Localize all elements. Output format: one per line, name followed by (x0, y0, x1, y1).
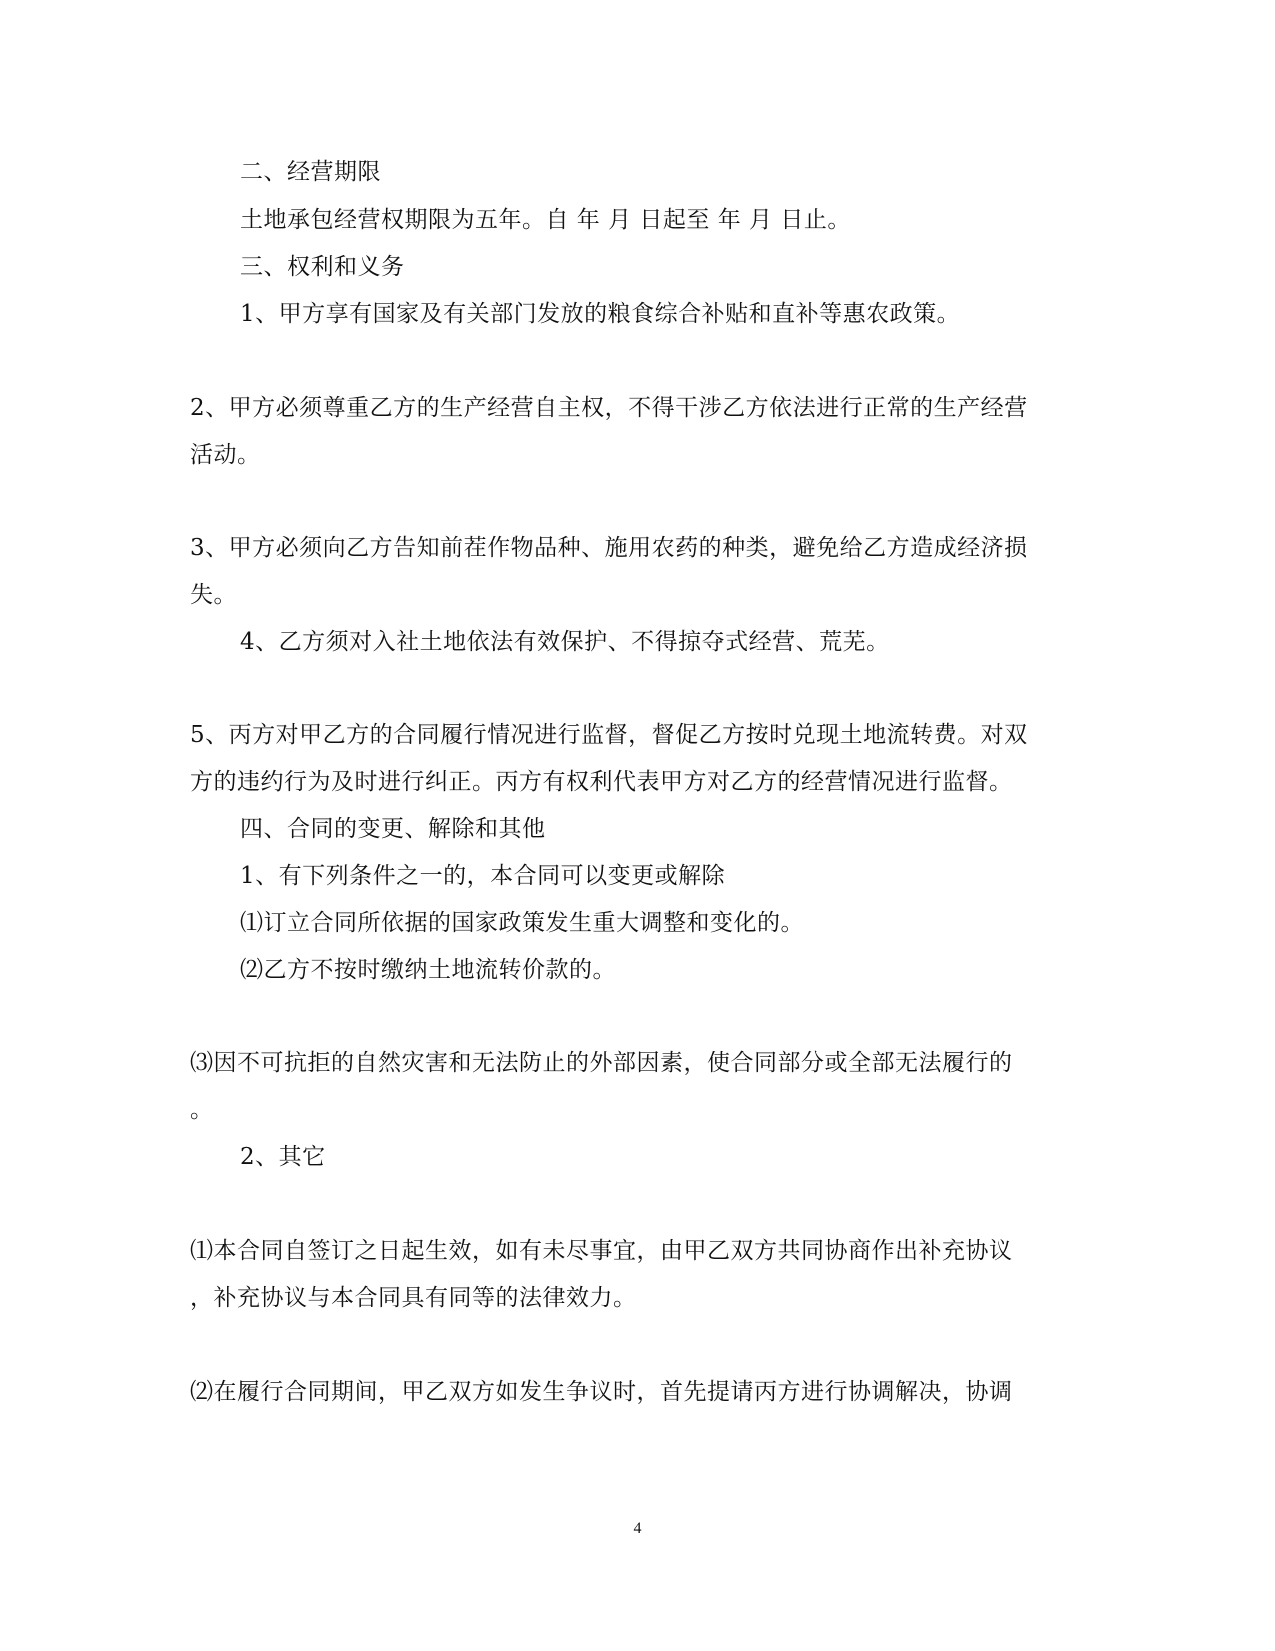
paragraph-line: ⑴本合同自签订之日起生效，如有未尽事宜，由甲乙双方共同协商作出补充协议 (190, 1238, 1013, 1264)
section-heading-rights: 三、权利和义务 (240, 254, 405, 280)
paragraph-line: 方的违约行为及时进行纠正。丙方有权利代表甲方对乙方的经营情况进行监督。 (190, 769, 1013, 795)
page-number: 4 (633, 1520, 642, 1537)
paragraph-line: 4、乙方须对入社土地依法有效保护、不得掠夺式经营、荒芜。 (240, 629, 890, 655)
paragraph-line: ⑵在履行合同期间，甲乙双方如发生争议时，首先提请丙方进行协调解决，协调 (190, 1379, 1013, 1405)
paragraph-line: 5、丙方对甲乙方的合同履行情况进行监督，督促乙方按时兑现土地流转费。对双 (190, 722, 1028, 748)
paragraph-line: ⑶因不可抗拒的自然灾害和无法防止的外部因素，使合同部分或全部无法履行的 (190, 1050, 1013, 1076)
paragraph-line: ⑵乙方不按时缴纳土地流转价款的。 (240, 957, 616, 983)
paragraph-line: 。 (190, 1097, 214, 1123)
paragraph-line: 2、甲方必须尊重乙方的生产经营自主权，不得干涉乙方依法进行正常的生产经营 (190, 395, 1028, 421)
paragraph-line: ⑴订立合同所依据的国家政策发生重大调整和变化的。 (240, 910, 804, 936)
paragraph-line: 3、甲方必须向乙方告知前茬作物品种、施用农药的种类，避免给乙方造成经济损 (190, 535, 1028, 561)
section-heading-term: 二、经营期限 (240, 159, 381, 185)
paragraph-line: 1、有下列条件之一的，本合同可以变更或解除 (240, 863, 726, 889)
paragraph-line: 1、甲方享有国家及有关部门发放的粮食综合补贴和直补等惠农政策。 (240, 301, 961, 327)
paragraph-line: 土地承包经营权期限为五年。自 年 月 日起至 年 月 日止。 (240, 207, 851, 233)
paragraph-line: 活动。 (190, 442, 261, 468)
paragraph-line: 失。 (190, 582, 237, 608)
subsection-heading-other: 2、其它 (240, 1144, 326, 1170)
section-heading-changes: 四、合同的变更、解除和其他 (240, 816, 546, 842)
paragraph-line: ，补充协议与本合同具有同等的法律效力。 (190, 1285, 637, 1311)
